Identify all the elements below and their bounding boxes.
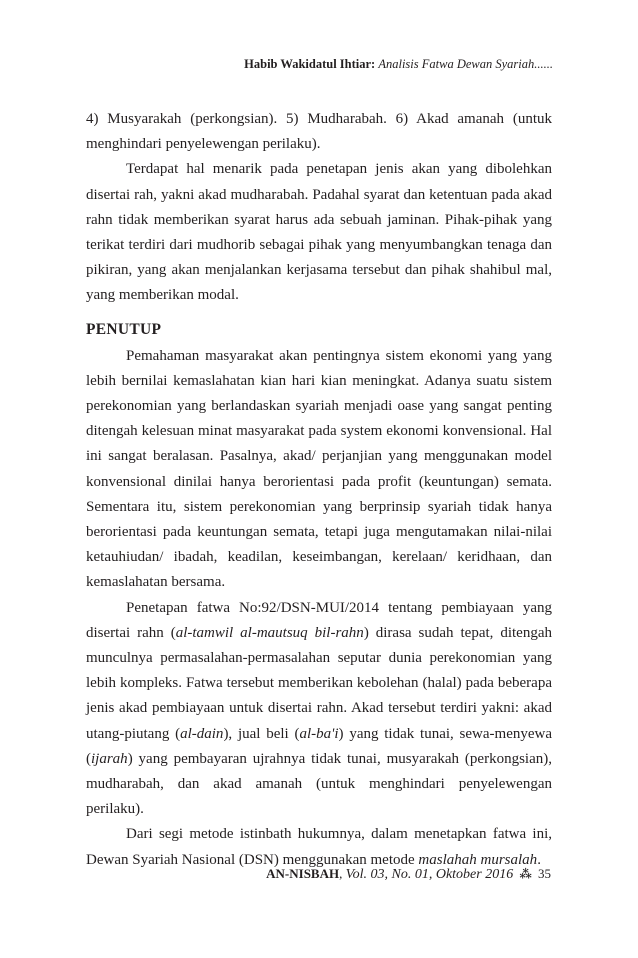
header-author: Habib Wakidatul Ihtiar: xyxy=(244,57,376,71)
footer-separator: , xyxy=(339,866,346,881)
ornament-icon: ⁂ xyxy=(519,867,532,881)
section-heading: PENUTUP xyxy=(86,320,162,338)
p4-text-1: Penetapan fatwa No:92/DSN-MUI/2014 tentang pembiayaan yang disertai rahn ( xyxy=(86,599,552,641)
p5-term-1: maslahah mursalah xyxy=(418,851,538,868)
p4-text-3: ), jual beli ( xyxy=(223,725,300,742)
paragraph-2: Terdapat hal menarik pada penetapan jenis akan yang dibolehkan disertai rah, yakni akad mudharabah. Padahal syarat dan ketentuan pada akad rahn tidak memberikan syarat harus ada sebuah jaminan. Pihak-pihak yang terikat terdiri dari mudhorib sebagai pihak yang menyumbangkan tenaga dan pikiran, yang akan menjalankan kerjasama tersebut dan pihak shahibul mal, yang memberikan modal. xyxy=(86,161,552,304)
p4-term-1: al-tamwil al-mautsuq bil-rahn xyxy=(175,624,364,641)
paragraph-3: Pemahaman masyarakat akan pentingnya sistem ekonomi yang yang lebih bernilai kemaslahatan kian hari kian meningkat. Adanya suatu sistem perekonomian yang berlandaskan syariah menjadi oase yang sangat penting ditengah kelesuan minat masyarakat pada system ekonomi konvensional. Hal ini sangat beralasan. Pasalnya, akad/ perjanjian yang menggunakan model konvensional dinilai hanya berorientasi pada profit (keuntungan) semata. Sementara itu, sistem perekonomian yang berprinsip syariah tidak hanya berorientasi pada keuntungan semata, tetapi juga mengutamakan nilai-nilai ketauhiudan/ ibadah, keadilan, keseimbangan, kerelaan/ keridhaan, dan kemaslahatan bersama. xyxy=(86,347,552,591)
paragraph-4 xyxy=(86,596,552,823)
running-footer xyxy=(266,866,551,883)
p4-term-2: al-dain xyxy=(180,725,224,742)
p4-text-4: ) yang tidak tunai, sewa-menyewa ( xyxy=(86,725,552,767)
page-body xyxy=(86,107,552,873)
running-header xyxy=(244,57,553,72)
paragraph-1: 4) Musyarakah (perkongsian). 5) Mudharabah. 6) Akad amanah (untuk menghindari penyelewengan perilaku). xyxy=(86,111,552,153)
footer-volume: Vol. 03, No. 01, Oktober 2016 xyxy=(345,867,514,882)
header-title: Analisis Fatwa Dewan Syariah...... xyxy=(378,57,553,71)
p4-text-2: ) dirasa sudah tepat, ditengah munculnya permasalahan-permasalahan seputar dunia perekonomian yang lebih kompleks. Fatwa tersebut memberikan kebolehan (halal) pada beberapa jenis akad pembiayaan untuk disertai rahn. Akad tersebut terdiri yakni: akad utang-piutang ( xyxy=(86,624,552,742)
p5-text-1: Dari segi metode istinbath hukumnya, dalam menetapkan fatwa ini, Dewan Syariah Nasional (DSN) menggunakan metode xyxy=(86,826,552,868)
p5-text-2: . xyxy=(537,851,541,868)
page-number: 35 xyxy=(538,866,551,881)
p4-text-5: ) yang pembayaran ujrahnya tidak tunai, musyarakah (perkongsian), mudharabah, dan akad amanah (untuk menghindari penyelewengan perilaku). xyxy=(86,750,552,818)
p4-term-4: ijarah xyxy=(91,750,128,767)
footer-journal: AN-NISBAH xyxy=(266,866,340,881)
p4-term-3: al-ba'i xyxy=(299,725,339,742)
